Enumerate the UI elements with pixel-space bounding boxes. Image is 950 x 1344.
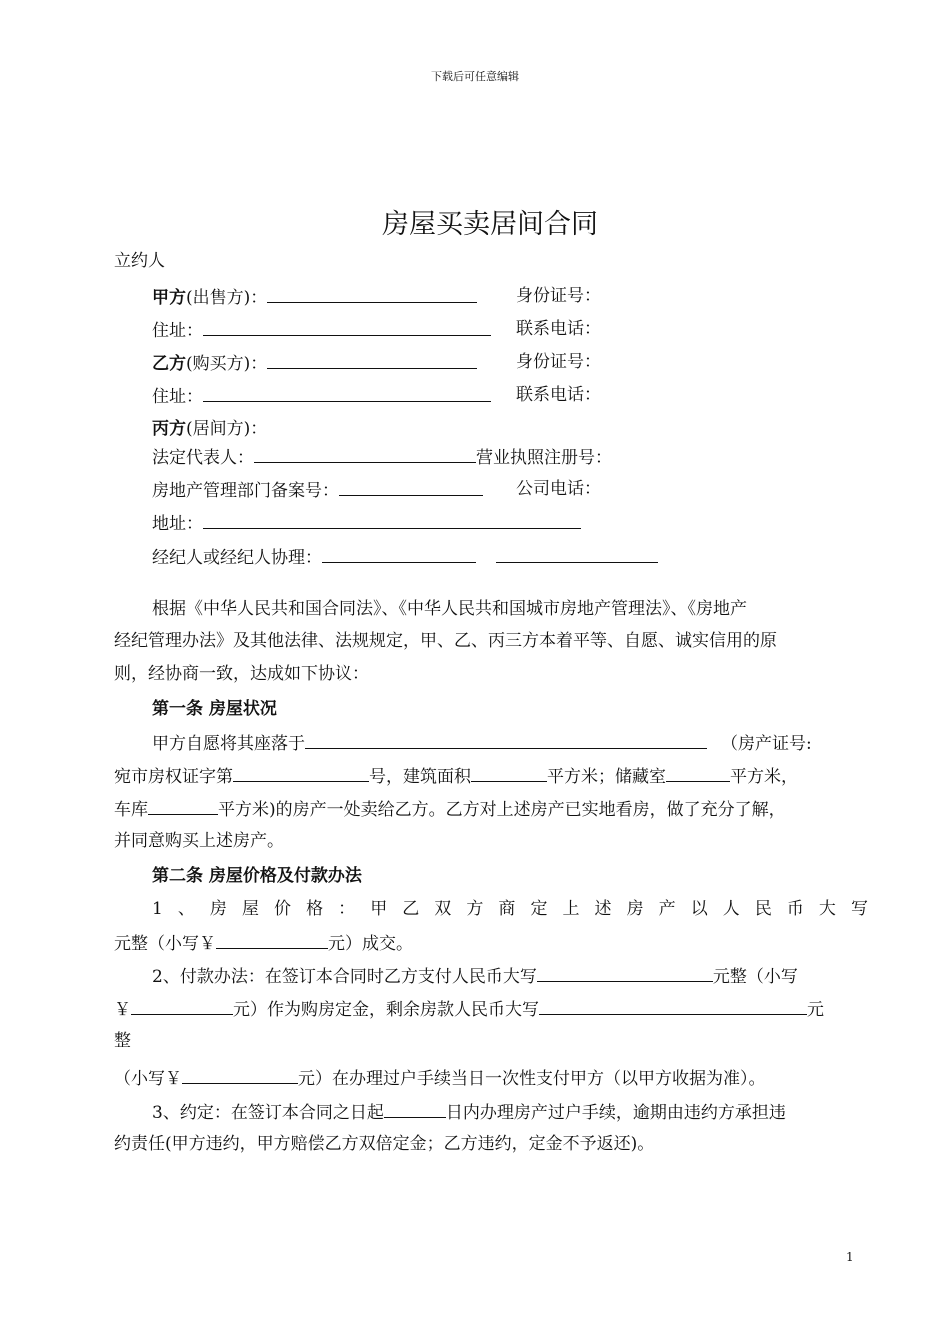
payment-line-3: 整 <box>114 1031 131 1051</box>
article-2-text: （小写￥ <box>114 1069 182 1089</box>
payment-line-4 <box>114 1066 766 1090</box>
balance-upper-field[interactable] <box>539 997 807 1015</box>
party-a-name-field[interactable] <box>267 285 477 303</box>
party-b-address-field[interactable] <box>203 384 491 402</box>
agreement-line-1 <box>152 1100 786 1124</box>
payment-line-1 <box>152 964 798 988</box>
article-2-text: ￥ <box>114 1000 131 1020</box>
article-2-text: 元）成交。 <box>328 934 413 954</box>
record-no-field[interactable] <box>339 478 483 496</box>
location-line <box>152 511 581 535</box>
party-b-address-line <box>152 384 491 408</box>
article-1-text: 甲方自愿将其座落于 <box>152 734 305 754</box>
floor-area-field[interactable] <box>471 764 547 782</box>
party-a-address-label: 住址： <box>152 321 203 341</box>
preamble-line-2: 经纪管理办法》及其他法律、法规规定，甲、乙、丙三方本着平等、自愿、诚实信用的原 <box>114 631 777 651</box>
article-1-text: 平方米；储藏室 <box>547 767 666 787</box>
price-line-2 <box>114 931 413 955</box>
legal-rep-field[interactable] <box>254 445 476 463</box>
article-1-text: （房产证号: <box>721 734 812 754</box>
article-1-line-4: 并同意购买上述房产。 <box>114 831 284 851</box>
article-2-text: 元整（小写￥ <box>114 934 216 954</box>
party-b-phone-label: 联系电话： <box>516 385 601 405</box>
party-b-label: 乙方 <box>152 354 186 374</box>
transfer-days-field[interactable] <box>384 1100 446 1118</box>
party-b-id-label: 身份证号： <box>516 352 601 372</box>
storage-area-field[interactable] <box>666 764 730 782</box>
party-a-id-label: 身份证号： <box>516 286 601 306</box>
deposit-small-field[interactable] <box>131 997 233 1015</box>
payment-line-2 <box>114 997 824 1021</box>
article-2-text: 日内办理房产过户手续，逾期由违约方承担违 <box>445 1103 786 1123</box>
article-1-text: 平方米， <box>730 767 798 787</box>
party-b-role: (购买方)： <box>186 354 268 374</box>
price-line-1: 1、房屋价格：甲乙双方商定上述房产以人民币大写 <box>152 899 868 919</box>
location-field[interactable] <box>203 511 581 529</box>
agent-line <box>152 545 658 569</box>
agent-label: 经纪人或经纪人协理： <box>152 548 322 568</box>
article-2-heading: 第二条 房屋价格及付款办法 <box>152 866 362 886</box>
article-1-text: 车库 <box>114 800 148 820</box>
article-2-text: 元）在办理过户手续当日一次性支付甲方（以甲方收据为准）。 <box>298 1069 766 1089</box>
article-1-heading: 第一条 房屋状况 <box>152 699 277 719</box>
party-a-address-line <box>152 318 491 342</box>
page-number: 1 <box>846 1250 854 1264</box>
deposit-upper-field[interactable] <box>537 964 713 982</box>
agreement-line-2: 约责任(甲方违约，甲方赔偿乙方双倍定金；乙方违约，定金不予返还)。 <box>114 1134 655 1154</box>
page-title: 房屋买卖居间合同 <box>382 209 598 240</box>
article-2-text: 元整（小写 <box>712 967 798 987</box>
party-a-address-field[interactable] <box>203 318 491 336</box>
parties-intro: 立约人 <box>114 251 165 271</box>
garage-area-field[interactable] <box>148 797 218 815</box>
party-a-phone-label: 联系电话： <box>516 319 601 339</box>
preamble-line-1: 根据《中华人民共和国合同法》、《中华人民共和国城市房地产管理法》、《房地产 <box>152 599 747 619</box>
agent-field-1[interactable] <box>322 545 476 563</box>
company-phone-label: 公司电话： <box>516 479 601 499</box>
balance-small-field[interactable] <box>182 1066 298 1084</box>
article-2-text: 元 <box>807 1000 824 1020</box>
certificate-no-field[interactable] <box>233 764 369 782</box>
agent-field-2[interactable] <box>496 545 658 563</box>
location-label: 地址： <box>152 514 203 534</box>
party-a-label: 甲方 <box>152 288 186 308</box>
article-1-line-2 <box>114 764 798 788</box>
article-2-text: 2、付款办法：在签订本合同时乙方支付人民币大写 <box>152 967 537 987</box>
party-c-label: 丙方 <box>152 419 186 439</box>
party-a-role: (出售方)： <box>186 288 268 308</box>
header-note: 下载后可任意编辑 <box>431 70 519 83</box>
party-b-address-label: 住址： <box>152 387 203 407</box>
article-1-text: 平方米)的房产一处卖给乙方。乙方对上述房产已实地看房，做了充分了解， <box>218 800 786 820</box>
record-no-line <box>152 478 483 502</box>
record-no-label: 房地产管理部门备案号： <box>152 481 339 501</box>
license-no-label: 营业执照注册号： <box>476 448 612 468</box>
property-location-field[interactable] <box>305 731 707 749</box>
article-1-text: 号，建筑面积 <box>369 767 471 787</box>
article-2-text: 3、约定：在签订本合同之日起 <box>152 1103 384 1123</box>
legal-rep-line <box>152 445 612 469</box>
article-1-line-1 <box>152 731 812 755</box>
article-1-text: 宛市房权证字第 <box>114 767 233 787</box>
article-2-text: 元）作为购房定金，剩余房款人民币大写 <box>233 1000 539 1020</box>
party-b-line <box>152 351 477 375</box>
price-small-field[interactable] <box>216 931 328 949</box>
party-b-name-field[interactable] <box>267 351 477 369</box>
article-1-line-3 <box>114 797 786 821</box>
party-c-line <box>152 418 267 440</box>
party-c-role: (居间方)： <box>186 419 268 439</box>
legal-rep-label: 法定代表人： <box>152 448 254 468</box>
party-a-line <box>152 285 477 309</box>
preamble-line-3: 则，经协商一致，达成如下协议： <box>114 664 369 684</box>
